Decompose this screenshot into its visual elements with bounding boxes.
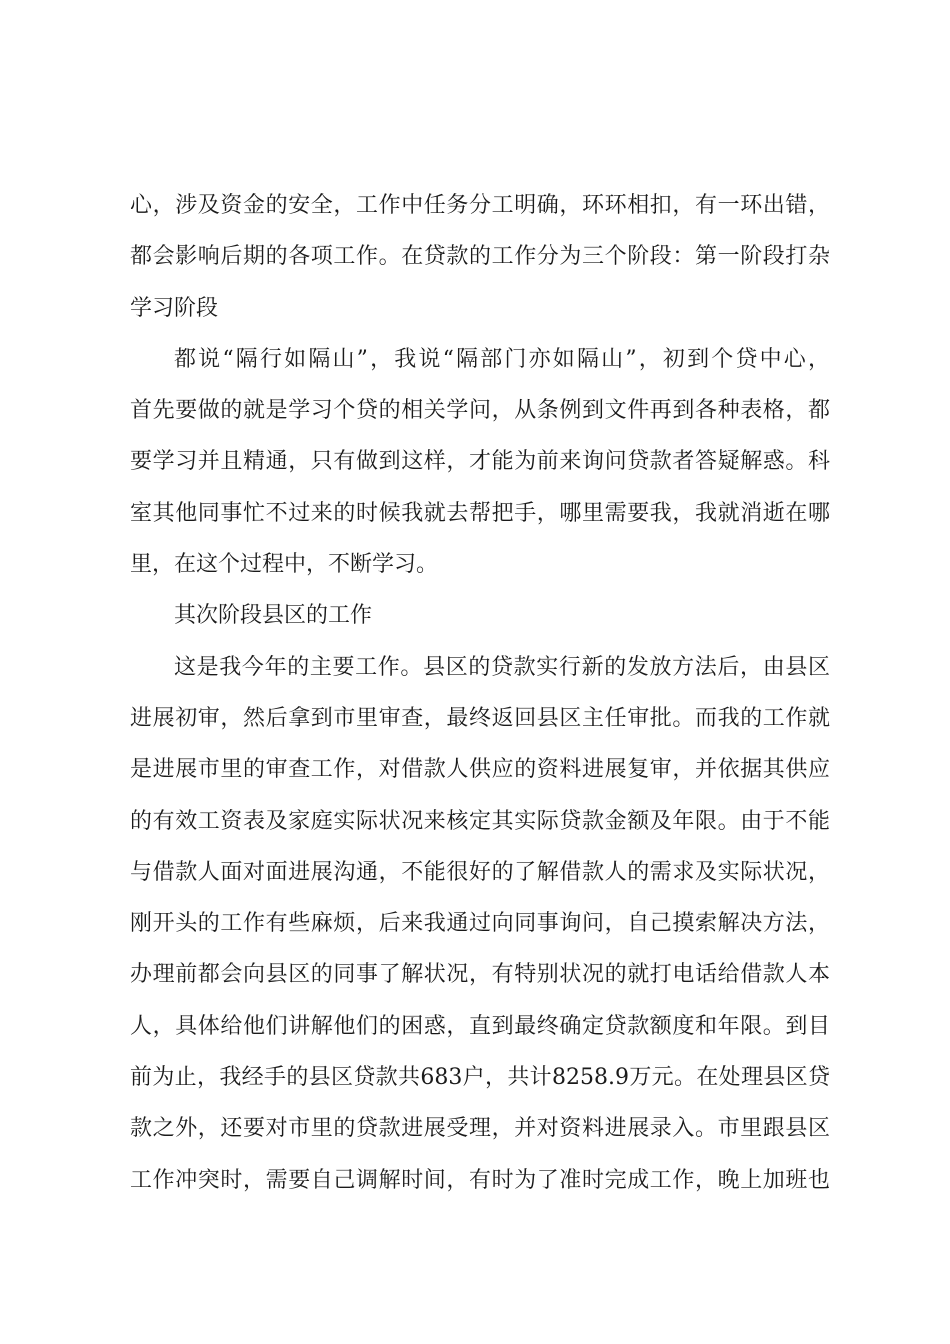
text-line: 与借款人面对面进展沟通，不能很好的了解借款人的需求及实际状况， — [130, 859, 830, 885]
section-heading: 其次阶段县区的工作 — [174, 603, 373, 629]
text-line: 是进展市里的审查工作，对借款人供应的资料进展复审，并依据其供应 — [130, 757, 830, 783]
text-line: 心，涉及资金的安全，工作中任务分工明确，环环相扣，有一环出错， — [130, 193, 830, 218]
text-line: 人，具体给他们讲解他们的困惑，直到最终确定贷款额度和年限。到目 — [130, 1013, 830, 1039]
text-line: 进展初审，然后拿到市里审查，最终返回县区主任审批。而我的工作就 — [130, 705, 830, 731]
text-line: 要学习并且精通，只有做到这样，才能为前来询问贷款者答疑解惑。科 — [130, 449, 830, 475]
text-line: 办理前都会向县区的同事了解状况，有特别状况的就打电话给借款人本 — [130, 962, 830, 988]
text-line: 首先要做的就是学习个贷的相关学问，从条例到文件再到各种表格，都 — [130, 398, 830, 424]
text-line: 室其他同事忙不过来的时候我就去帮把手，哪里需要我，我就消逝在哪 — [130, 500, 830, 526]
text-line: 都会影响后期的各项工作。在贷款的工作分为三个阶段：第一阶段打杂 — [130, 244, 830, 270]
text-line: 学习阶段 — [130, 295, 219, 321]
text-line: 款之外，还要对市里的贷款进展受理，并对资料进展录入。市里跟县区 — [130, 1116, 830, 1142]
text-line: 这是我今年的主要工作。县区的贷款实行新的发放方法后，由县区 — [174, 654, 830, 680]
text-line: 前为止，我经手的县区贷款共683户，共计8258.9万元。在处理县区贷 — [130, 1065, 830, 1091]
text-line: 里，在这个过程中，不断学习。 — [130, 552, 439, 578]
text-line: 刚开头的工作有些麻烦，后来我通过向同事询问，自己摸索解决方法， — [130, 911, 830, 937]
text-line: 的有效工资表及家庭实际状况来核定其实际贷款金额及年限。由于不能 — [130, 808, 830, 834]
document-body — [130, 180, 830, 1206]
text-line: 工作冲突时，需要自己调解时间，有时为了准时完成工作，晚上加班也 — [130, 1167, 830, 1193]
text-line: 都说“隔行如隔山”，我说“隔部门亦如隔山”，初到个贷中心， — [174, 346, 830, 372]
